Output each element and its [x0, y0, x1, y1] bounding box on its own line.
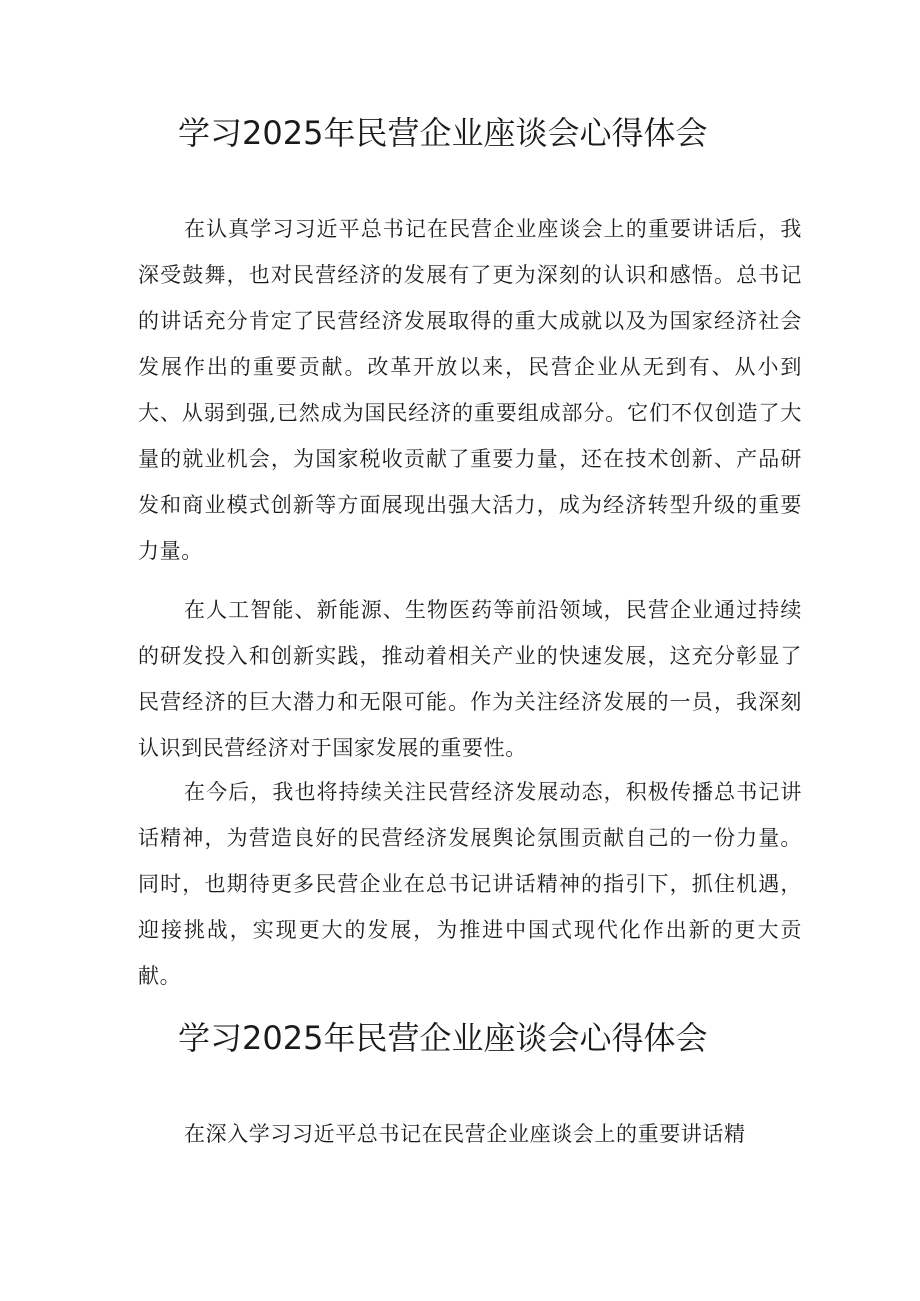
- section-2-paragraph-1: 在深入学习习近平总书记在民营企业座谈会上的重要讲话精: [184, 1122, 746, 1146]
- section-2-title: 学习2025年民营企业座谈会心得体会: [178, 1019, 708, 1057]
- section-1-title: 学习2025年民营企业座谈会心得体会: [178, 114, 708, 152]
- section-1-paragraph-3: 在今后，我也将持续关注民营经济发展动态，积极传播总书记讲话精神，为营造良好的民营经济发展舆论氛围贡献自己的一份力量。同时，也期待更多民营企业在总书记讲话精神的指引下，抓住机遇，迎接挑战，实现更大的发展，为推进中国式现代化作出新的更大贡献。: [138, 780, 802, 988]
- section-1-paragraph-1: 在认真学习习近平总书记在民营企业座谈会上的重要讲话后，我深受鼓舞，也对民营经济的发展有了更为深刻的认识和感悟。总书记的讲话充分肯定了民营经济发展取得的重大成就以及为国家经济社会发展作出的重要贡献。改革开放以来，民营企业从无到有、从小到大、从弱到强,已然成为国民经济的重要组成部分。它们不仅创造了大量的就业机会，为国家税收贡献了重要力量，还在技术创新、产品研发和商业模式创新等方面展现出强大活力，成为经济转型升级的重要力量。: [138, 217, 802, 563]
- section-1-paragraph-2: 在人工智能、新能源、生物医药等前沿领域，民营企业通过持续的研发投入和创新实践，推动着相关产业的快速发展，这充分彰显了民营经济的巨大潜力和无限可能。作为关注经济发展的一员，我深刻认识到民营经济对于国家发展的重要性。: [138, 598, 802, 760]
